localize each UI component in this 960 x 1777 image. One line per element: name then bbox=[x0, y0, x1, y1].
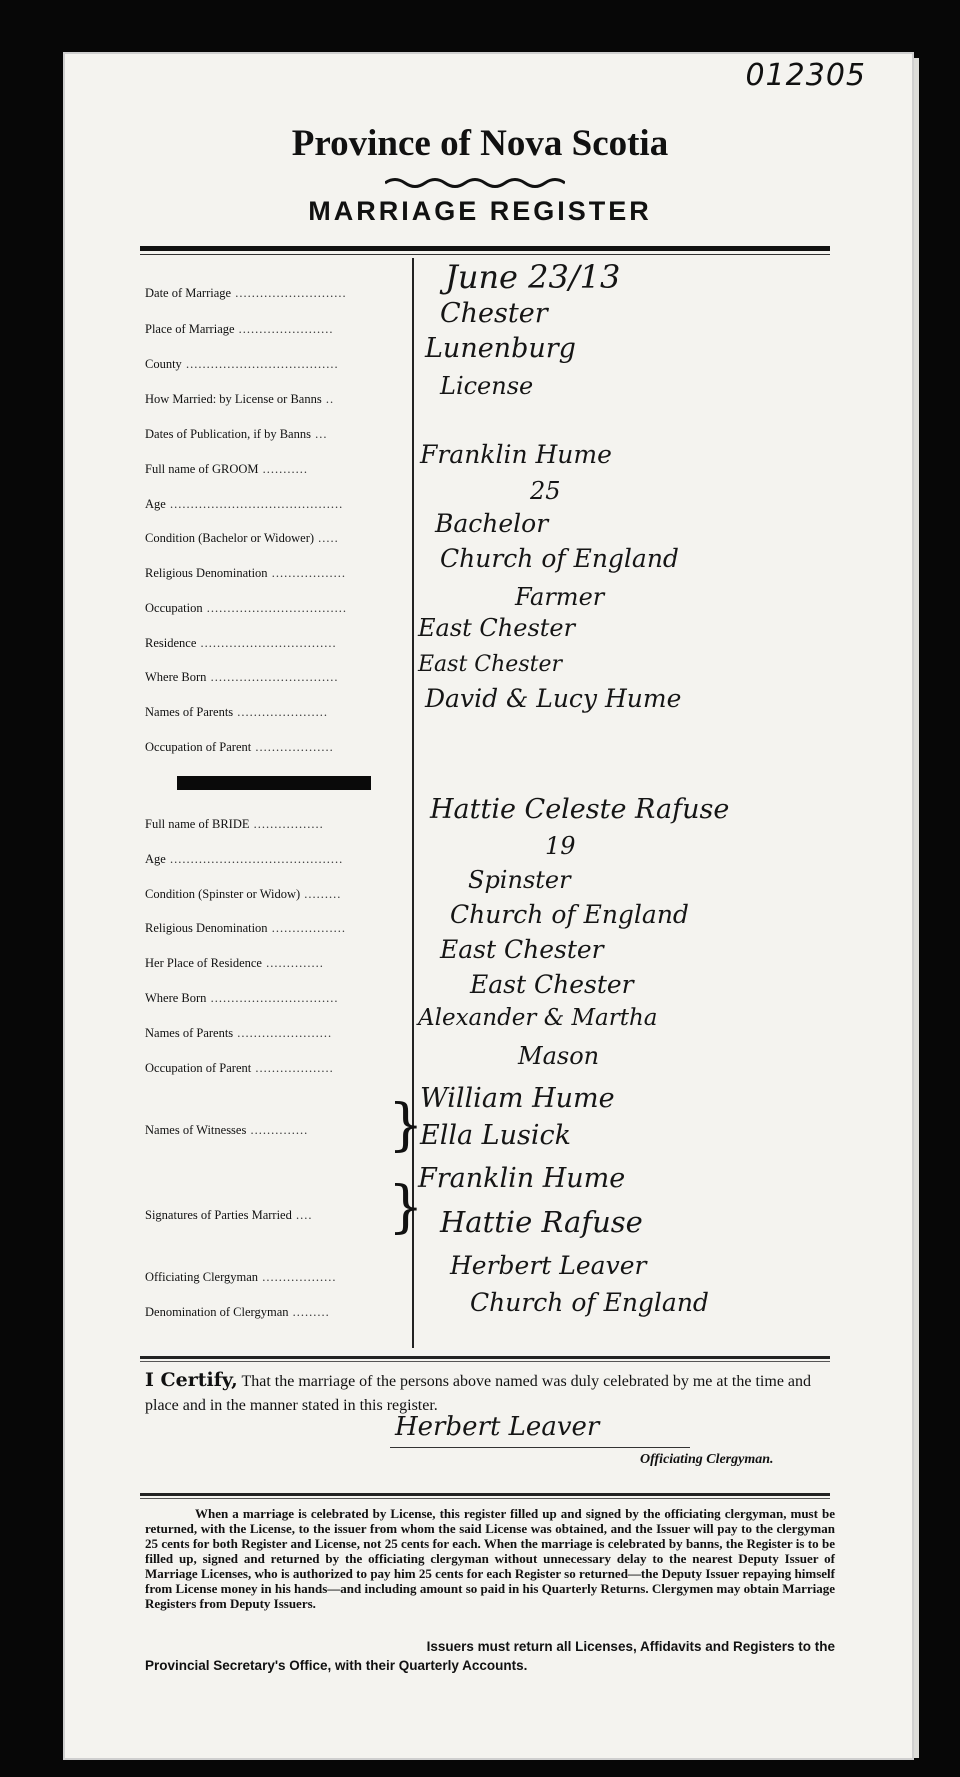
certify-text: That the marriage of the persons above named was duly celebrated by me at the time and place and in the manner stated in this register. bbox=[145, 1373, 812, 1414]
certification-rule bbox=[140, 1356, 830, 1359]
value-groom-age: 25 bbox=[530, 477, 561, 505]
officiating-clergyman-label: Officiating Clergyman. bbox=[640, 1452, 774, 1467]
value-bride-born: East Chester bbox=[470, 970, 634, 999]
value-groom-religion: Church of England bbox=[440, 544, 679, 573]
label-how-married: How Married: by License or Banns .. bbox=[145, 392, 335, 406]
label-groom-age: Age .......................................... bbox=[145, 497, 344, 511]
value-groom-parents: David & Lucy Hume bbox=[425, 684, 682, 713]
value-bride-residence: East Chester bbox=[440, 935, 604, 964]
label-dates-of-publication: Dates of Publication, if by Banns ... bbox=[145, 427, 328, 441]
value-bride-age: 19 bbox=[545, 832, 576, 860]
label-bride-parents: Names of Parents ....................... bbox=[145, 1026, 333, 1040]
label-date-of-marriage: Date of Marriage ........................... bbox=[145, 286, 347, 300]
label-bride-residence: Her Place of Residence .............. bbox=[145, 956, 324, 970]
value-clergyman: Herbert Leaver bbox=[450, 1251, 647, 1280]
value-county: Lunenburg bbox=[425, 333, 576, 364]
label-witnesses: Names of Witnesses .............. bbox=[145, 1123, 309, 1137]
document-subtitle: MARRIAGE REGISTER bbox=[308, 196, 652, 226]
label-signatures: Signatures of Parties Married .... bbox=[145, 1208, 313, 1222]
clergyman-signature: Herbert Leaver bbox=[395, 1412, 600, 1442]
signature-bride: Hattie Rafuse bbox=[440, 1205, 643, 1239]
label-clergyman: Officiating Clergyman .................. bbox=[145, 1270, 337, 1284]
label-groom-condition: Condition (Bachelor or Widower) ..... bbox=[145, 531, 339, 545]
witness-1: William Hume bbox=[420, 1083, 615, 1114]
value-clergyman-denomination: Church of England bbox=[470, 1288, 709, 1317]
header-rule bbox=[140, 246, 830, 251]
label-clergyman-denomination: Denomination of Clergyman ......... bbox=[145, 1305, 330, 1319]
value-groom-occupation: Farmer bbox=[515, 583, 605, 611]
label-groom-name: Full name of GROOM ........... bbox=[145, 462, 309, 476]
label-bride-age: Age .......................................... bbox=[145, 852, 344, 866]
signature-brace: } bbox=[388, 1175, 424, 1240]
witness-brace: } bbox=[388, 1093, 424, 1158]
label-groom-born: Where Born ............................... bbox=[145, 670, 339, 684]
certify-lead: I Certify, bbox=[145, 1369, 238, 1391]
label-bride-name: Full name of BRIDE ................. bbox=[145, 817, 324, 831]
instructions-notice: When a marriage is celebrated by License, this register filled up and signed by the officiating clergyman, must be returned, with the License, to the issuer from whom the said License was obtained, and the Issuer will pay to the clergyman 25 cents for both Register and License, not 25 cents for each. When the marriage is celebrated by banns, the Register is to be filled up, signed and returned by the officiating clergyman without unnecessary delay to the nearest Deputy Issuer of Marriage Licenses, who is authorized to pay him 25 cents for each Register so returned—the Deputy Issuer repaying himself from License money in his hands—and including amount so paid in his Quarterly Returns. Clergymen may obtain Marriage Registers from Deputy Issuers. bbox=[145, 1506, 835, 1611]
document-title: Province of Nova Scotia bbox=[291, 123, 669, 164]
label-groom-parent-occupation: Occupation of Parent ................... bbox=[145, 740, 334, 754]
value-bride-parent-occupation: Mason bbox=[518, 1042, 600, 1070]
value-date-of-marriage: June 23/13 bbox=[445, 258, 621, 296]
witness-2: Ella Lusick bbox=[420, 1120, 571, 1151]
label-groom-residence: Residence ................................. bbox=[145, 636, 337, 650]
notice-rule-thin bbox=[140, 1498, 830, 1499]
label-place-of-marriage: Place of Marriage ....................... bbox=[145, 322, 334, 336]
label-county: County ..................................... bbox=[145, 357, 339, 371]
signature-groom: Franklin Hume bbox=[418, 1163, 626, 1194]
label-bride-born: Where Born ............................... bbox=[145, 991, 339, 1005]
value-groom-born: East Chester bbox=[418, 652, 562, 677]
label-bride-parent-occupation: Occupation of Parent ................... bbox=[145, 1061, 334, 1075]
value-bride-name: Hattie Celeste Rafuse bbox=[430, 794, 730, 825]
notice-rule bbox=[140, 1493, 830, 1496]
title-ornament bbox=[385, 176, 565, 190]
value-place-of-marriage: Chester bbox=[440, 298, 548, 329]
bride-section-bar bbox=[177, 776, 371, 790]
label-groom-parents: Names of Parents ...................... bbox=[145, 705, 329, 719]
value-bride-religion: Church of England bbox=[450, 900, 689, 929]
label-bride-condition: Condition (Spinster or Widow) ......... bbox=[145, 887, 342, 901]
issuers-line-1: Issuers must return all Licenses, Affidavits and Registers to the bbox=[426, 1639, 835, 1654]
value-how-married: License bbox=[440, 372, 534, 400]
label-bride-religion: Religious Denomination .................. bbox=[145, 921, 346, 935]
value-bride-condition: Spinster bbox=[468, 866, 571, 894]
value-groom-name: Franklin Hume bbox=[420, 440, 612, 469]
signature-line bbox=[390, 1447, 690, 1448]
label-groom-occupation: Occupation .................................. bbox=[145, 601, 347, 615]
value-bride-parents: Alexander & Martha bbox=[418, 1005, 658, 1031]
register-number-stamp: 012305 bbox=[745, 58, 866, 93]
certification-block bbox=[145, 1368, 835, 1418]
issuers-line-2: Provincial Secretary's Office, with their Quarterly Accounts. bbox=[145, 1658, 528, 1673]
certification-rule-thin bbox=[140, 1361, 830, 1362]
value-groom-residence: East Chester bbox=[418, 614, 576, 642]
issuers-notice bbox=[145, 1637, 835, 1675]
label-groom-religion: Religious Denomination .................. bbox=[145, 566, 346, 580]
value-groom-condition: Bachelor bbox=[435, 509, 549, 538]
header-rule-thin bbox=[140, 254, 830, 255]
